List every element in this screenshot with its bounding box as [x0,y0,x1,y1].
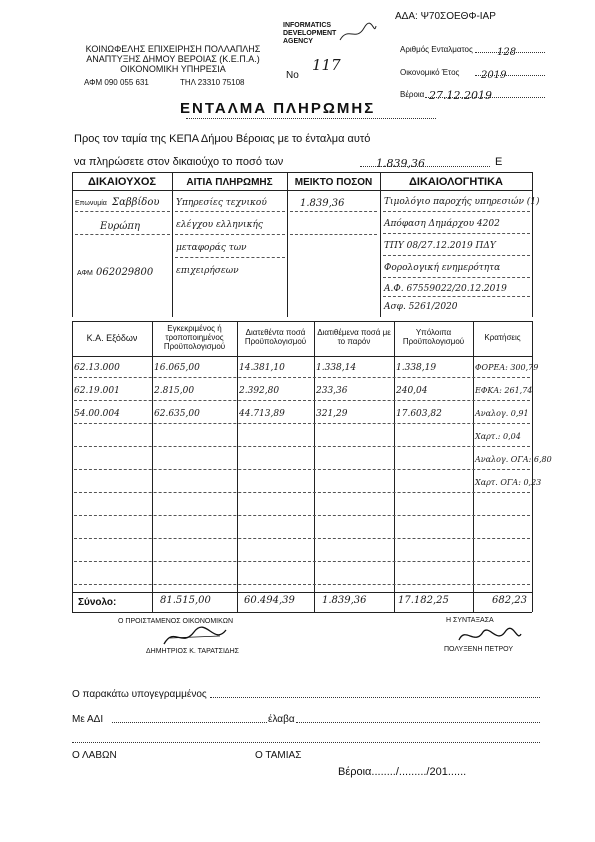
reason-line-3: μεταφοράς των [176,243,247,253]
upper-header-payee: ΔΙΚΑΙΟΥΧΟΣ [88,176,156,188]
signature-right-title: Η ΣΥΝΤΑΞΑΣΑ [446,617,494,624]
doc-dash-3 [383,255,530,256]
date-label: Βέροια [400,90,425,99]
signature-left-title: Ο ΠΡΟΙΣΤΑΜΕΝΟΣ ΟΙΚΟΝΟΜΙΚΩΝ [118,618,234,625]
doc-line-6: Ασφ. 5261/2020 [384,302,458,312]
table-cell: ΕΦΚΑ: 261,74 [475,386,533,395]
table-cell: 233,36 [316,386,348,396]
table-cell: 17.603,82 [396,409,442,419]
upper-table-vline-0 [72,172,73,317]
table-cell: 240,04 [396,386,428,396]
payee-dash-1 [75,211,170,212]
reason-dash-2 [175,234,285,235]
lower-grid-line [74,492,530,493]
lower-grid-line [74,423,530,424]
reason-dash-3 [175,257,285,258]
doc-line-5: Α.Φ. 67559022/20.12.2019 [384,284,507,294]
footer-id-line [112,722,267,723]
table-cell: 1.338,14 [316,363,357,373]
lower-vline-3 [314,321,315,612]
doc-line-4: Φορολογική ενημερότητα [384,263,501,273]
table-cell: 44.713,89 [239,409,285,419]
table-cell: 14.381,10 [239,363,285,373]
intro-line1: Προς τον ταμία της ΚΕΠΑ Δήμου Βέροιας με το ένταλμα αυτό [74,133,371,145]
upper-table-header-bottom [72,190,532,191]
lower-grid-line [74,446,530,447]
footer-id-label: Με ΑΔΙ [72,714,104,725]
total-deductions: 682,23 [492,595,527,606]
number-value: 117 [312,56,341,74]
title-underline [186,118,436,119]
lower-grid-line [74,584,530,585]
lower-vline-2 [237,321,238,612]
table-cell: 62.635,00 [154,409,200,419]
table-cell: ΦΟΡΕΑ: 300,79 [475,363,539,372]
lower-header-deductions: Κρατήσεις [484,333,521,342]
signature-right-name: ΠΟΛΥΞΕΝΗ ΠΕΤΡΟΥ [444,646,514,653]
intro-line2: να πληρώσετε στον δικαιούχο το ποσό των [74,156,284,168]
upper-table-vline-3 [380,172,381,317]
reason-line-4: επιχειρήσεων [176,266,239,276]
total-remaining: 17.182,25 [398,595,449,606]
issuer-line1: ΚΟΙΝΩΦΕΛΗΣ ΕΠΙΧΕΙΡΗΣΗ ΠΟΛΛΑΠΛΗΣ [85,44,261,54]
lower-vline-1 [152,321,153,612]
reason-dash-1 [175,211,285,212]
date-value: 27.12.2019 [429,89,492,102]
table-cell: Αναλογ. ΟΓΑ: 6,80 [475,455,552,464]
intro-currency: Ε [495,156,503,168]
footer-signer-line [210,697,540,698]
lower-header-code: Κ.Α. Εξόδων [86,333,138,343]
warrant-no-line [475,42,545,58]
upper-table-vline-4 [532,172,533,317]
total-label: Σύνολο: [78,597,117,608]
gross-dash-1 [290,211,377,212]
doc-line-3: ΤΠΥ 08/27.12.2019 ΠΔΥ [384,241,496,251]
table-cell: 2.392,80 [239,386,280,396]
lower-grid-line [74,538,530,539]
signature-left-name: ΔΗΜΗΤΡΙΟΣ Κ. ΤΑΡΑΤΣΙΔΗΣ [146,648,239,655]
issuer-line2: ΑΝΑΠΤΥΞΗΣ ΔΗΜΟΥ ΒΕΡΟΙΑΣ (Κ.Ε.Π.Α.) [86,54,260,64]
footer-received-line [296,722,540,723]
lower-header-remaining: Υπόλοιπα Προϋπολογισμού [402,328,465,346]
page-title: ΕΝΤΑΛΜΑ ΠΛΗΡΩΜΗΣ [180,100,376,117]
upper-table-vline-1 [172,172,173,317]
lower-vline-4 [394,321,395,612]
issuer-afm: ΑΦΜ 090 055 631 [84,78,149,87]
total-current: 1.839,36 [322,595,367,606]
intro-amount: 1.839,36 [376,157,425,170]
doc-line-2: Απόφαση Δημάρχου 4202 [384,219,500,229]
lower-vline-0 [72,321,73,612]
lower-table-bottom [72,612,532,613]
payee-line-1: Σαββίδου [112,197,160,208]
payee-afm-value: 062029800 [96,267,154,278]
table-cell: 54.00.004 [74,409,120,419]
warrant-no-label: Αριθμός Ενταλματος [400,45,473,54]
footer-received-label: έλαβα [268,714,295,725]
payee-line-2: Ευρώπη [100,221,140,232]
issuer-line3: ΟΙΚΟΝΟΜΙΚΗ ΥΠΗΡΕΣΙΑ [120,64,226,74]
lower-grid-line [74,469,530,470]
lower-grid-line [74,400,530,401]
ada-code: ΑΔΑ: Ψ70ΣΟΕΘΦ-ΙΑΡ [395,11,496,22]
footer-place-date: Βέροια......../........./201...... [338,766,467,778]
number-label: No [286,70,299,81]
signature-left-scribble-icon [160,624,230,650]
footer-receiver-label: Ο ΛΑΒΩΝ [72,750,117,761]
footer-blank-line [72,742,540,743]
warrant-no-value: 128 [497,47,517,58]
informatics-line3: AGENCY [283,38,313,45]
fiscal-year-label: Οικονομικό Έτος [400,68,460,77]
upper-header-reason: ΑΙΤΙΑ ΠΛΗΡΩΜΗΣ [186,177,273,188]
total-allocated: 60.494,39 [244,595,295,606]
payee-label: Επωνυμία [75,200,107,207]
lower-header-current: Διατιθέμενα ποσά με το παρόν [317,328,391,346]
table-cell: 1.338,19 [396,363,437,373]
date-line [425,86,545,102]
reason-line-1: Υπηρεσίες τεχνικού [176,198,267,208]
upper-header-gross: ΜΕΙΚΤΟ ΠΟΣΟΝ [294,177,373,188]
table-cell: 16.065,00 [154,363,200,373]
informatics-line1: INFORMATICS [283,22,332,29]
upper-table-top [72,172,532,173]
fiscal-year-line [475,65,545,81]
gross-amount: 1.839,36 [300,198,345,209]
payee-dash-2 [75,234,170,235]
fiscal-year-value: 2019 [481,70,507,81]
table-cell: Χαρτ.: 0,04 [475,432,521,441]
lower-vline-5 [473,321,474,612]
doc-dash-4 [383,277,530,278]
informatics-stamp [283,22,336,46]
table-cell: 62.19.001 [74,386,120,396]
footer-signer-label: Ο παρακάτω υπογεγραμμένος [72,689,207,700]
lower-table-top [72,321,532,322]
lower-table-total-top [72,592,532,593]
upper-header-documents: ΔΙΚΑΙΟΛΟΓΗΤΙΚΑ [409,176,503,188]
doc-dash-5 [383,296,530,297]
stamp-scribble-icon [338,22,378,44]
payee-afm-label: ΑΦΜ [77,270,93,277]
lower-grid-line [74,561,530,562]
table-cell: 62.13.000 [74,363,120,373]
lower-table-header-bottom [72,356,532,357]
issuer-tel: ΤΗΛ 23310 75108 [180,78,245,87]
doc-line-1: Τιμολόγιο παροχής υπηρεσιών (1) [384,197,540,207]
reason-line-2: ελέγχου ελληνικής [176,220,263,230]
lower-grid-line [74,377,530,378]
intro-amount-line [360,154,490,170]
upper-table-vline-2 [287,172,288,317]
lower-header-approved: Εγκεκριμένος ή τροποποιημένος Προϋπολογισμού [163,324,226,351]
footer-cashier-label: Ο ΤΑΜΙΑΣ [255,750,302,761]
gross-dash-2 [290,234,377,235]
table-cell: 321,29 [316,409,348,419]
lower-grid-line [74,515,530,516]
doc-dash-1 [383,211,530,212]
informatics-line2: DEVELOPMENT [283,30,337,37]
issuer-block [68,44,278,74]
total-approved: 81.515,00 [160,595,211,606]
table-cell: Χαρτ. ΟΓΑ: 0,23 [475,478,542,487]
table-cell: 2.815,00 [154,386,195,396]
table-cell: Αναλογ. 0,91 [475,409,529,418]
doc-dash-2 [383,233,530,234]
signature-right-scribble-icon [455,624,525,648]
lower-header-allocated: Διατεθέντα ποσά Προϋπολογισμού [244,328,307,346]
